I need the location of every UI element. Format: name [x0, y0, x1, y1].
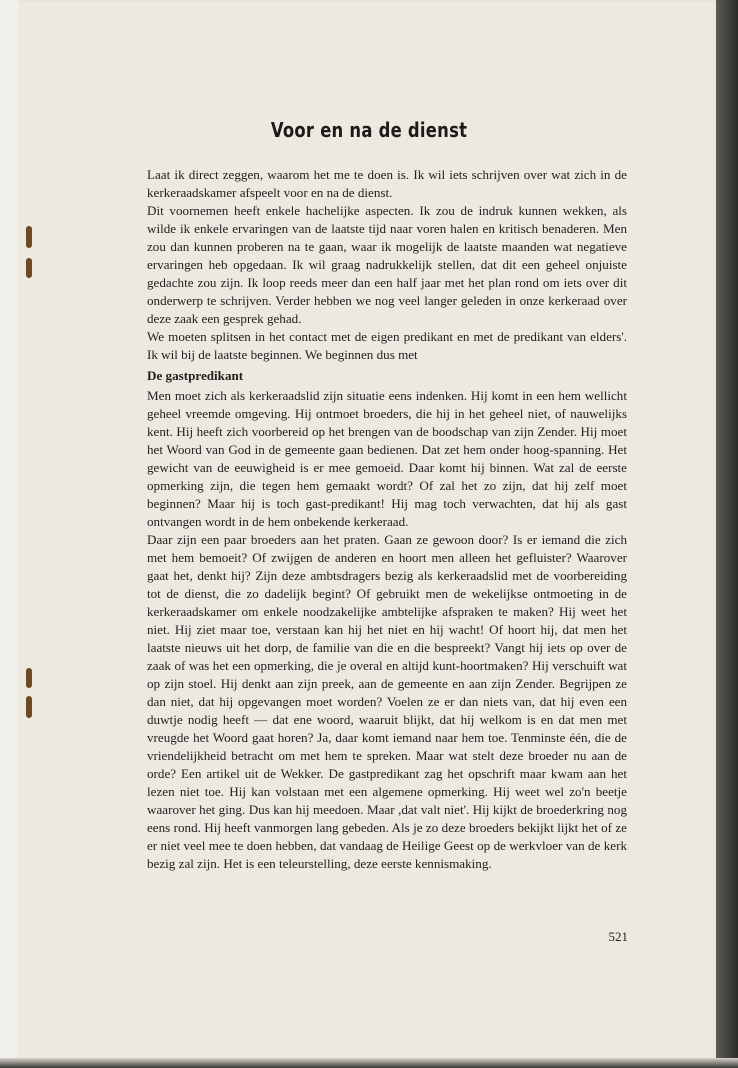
book-spine-edge — [716, 0, 738, 1068]
paragraph: We moeten splitsen in het contact met de eigen predikant en met de predikant van elders'. Ik wil bij de laatste beginnen. We beginnen dus met — [147, 329, 627, 362]
binding-mark-icon — [26, 258, 32, 278]
article-body — [147, 166, 627, 873]
section-heading: De gastpredikant — [147, 368, 244, 383]
article-title: Voor en na de dienst — [270, 118, 468, 142]
paragraph: Men moet zich als kerkeraadslid zijn situatie eens indenken. Hij komt in een hem wellicht geheel vreemde omgeving. Hij ontmoet broeders, die hij in het geheel niet, of nauwelijks kent. Hij heeft zich voorbereid op het brengen van de boodschap van zijn Zender. Hij moet het Woord van God in de gemeente gaan bedienen. Dat zet hem onder hoog-spanning. Het gewicht van de eeuwigheid is er mee gemoeid. Daar komt hij binnen. Wat zal de eerste opmerking zijn, die tegen hem gemaakt wordt? Of zal het zo zijn, dat hij zelf moet beginnen? Maar hij is toch gast-predikant! Hij mag toch verwachten, dat hij als gast ontvangen wordt in de hem onbekende kerkeraad. — [147, 388, 627, 529]
binding-mark-icon — [26, 696, 32, 718]
binding-mark-icon — [26, 668, 32, 688]
page-bottom-edge — [0, 1058, 738, 1068]
page-number: 521 — [608, 929, 628, 944]
paragraph: Laat ik direct zeggen, waarom het me te doen is. Ik wil iets schrijven over wat zich in de kerkeraadskamer afspeelt voor en na de dienst. — [147, 167, 627, 200]
binding-mark-icon — [26, 226, 32, 248]
paragraph: Dit voornemen heeft enkele hachelijke aspecten. Ik zou de indruk kunnen wekken, als wilde ik enkele ervaringen van de laatste tijd naar voren halen en kritisch benaderen. Men zou dan kunnen proberen na te gaan, waar ik mogelijk de laatste maanden wat negatieve ervaringen heb opgedaan. Ik wil graag nadrukkelijk stellen, dat dit een geheel onjuiste gedachte zou zijn. Ik loop reeds meer dan een half jaar met het plan rond om iets over dit onderwerp te schrijven. Verder hebben we nog veel langer geleden in onze kerkeraad over deze zaak een gesprek gehad. — [147, 203, 627, 326]
paragraph: Daar zijn een paar broeders aan het praten. Gaan ze gewoon door? Is er iemand die zich met hem bemoeit? Of zwijgen de anderen en hoort men alleen het gefluister? Waarover gaat het, denkt hij? Zijn deze ambtsdragers bezig als kerkeraadslid met de voorbereiding tot de dienst, die zo dadelijk begint? Of gebruikt men de wekelijkse ontmoeting in de kerkeraadskamer om enkele noodzakelijke ambtelijke afspraken te maken? Hij weet het niet. Hij ziet maar toe, verstaan kan hij het niet en hij wacht! Of hoort hij, dat men het laatste nieuws uit het dorp, de familie van die en die bespreekt? Vangt hij iets op over de zaak of was het een opmerking, die je overal en altijd kunt-hoortmaken? Hij verschuift wat op zijn stoel. Hij denkt aan zijn preek, aan de gemeente en aan zijn Zender. Begrijpen ze dan niet, dat hij opgevangen moet worden? Voelen ze er dan niets van, dat hij even een duwtje nodig heeft — dat ene woord, waaruit blijkt, dat hij welkom is en dat men met vreugde het Woord gaat horen? Ja, daar komt iemand naar hem toe. Tenminste één, die de vriendelijkheid betracht om met hem te spreken. Maar wat stelt deze broeder nu aan de orde? Een artikel uit de Wekker. De gastpredikant zag het opschrift maar kwam aan het lezen niet toe. Hij kan volstaan met een algemene opmerking. Hij weet wel zo'n beetje waarover het ging. Dus kan hij meedoen. Maar ,dat valt niet'. Hij kijkt de broederkring nog eens rond. Hij heeft vanmorgen lang gebeden. Als je zo deze broeders bekijkt lijkt het of ze er niet veel mee te doen hebben, dat vandaag de Heilige Geest op de werkvloer van de kerk bezig zal zijn. Het is een teleurstelling, deze eerste kennismaking. — [147, 532, 627, 871]
